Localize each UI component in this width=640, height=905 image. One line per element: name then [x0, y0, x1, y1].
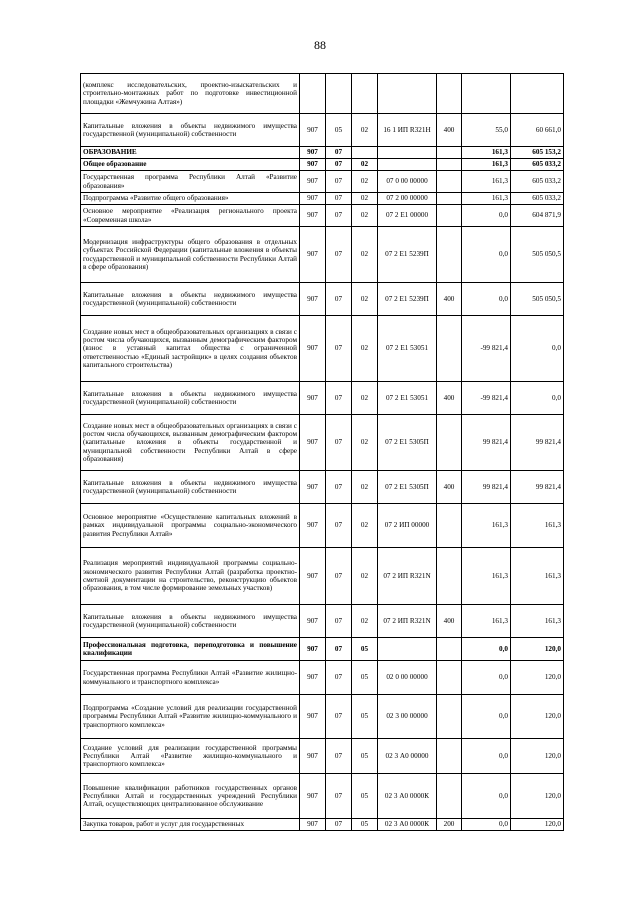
expense-type-code — [437, 774, 462, 819]
subsection-code: 02 — [352, 283, 378, 316]
section-code: 07 — [326, 382, 352, 415]
section-code: 07 — [326, 504, 352, 548]
table-row — [81, 193, 564, 205]
ministry-code: 907 — [300, 147, 326, 159]
amount-next: 120,0 — [511, 695, 564, 739]
table-row — [81, 548, 564, 605]
expense-type-code — [437, 227, 462, 283]
row-name: Создание новых мест в общеобразовательных организациях в связи с ростом числа обучающихся, вызванным демографическим фактором (капитальные вложения в объекты государственной и муниципальной собственности Республики Алтай в сфере образования) — [81, 415, 300, 471]
amount-current: 161,3 — [462, 159, 511, 171]
section-code: 07 — [326, 159, 352, 171]
table-row — [81, 382, 564, 415]
row-name: Создание новых мест в общеобразовательных организациях в связи с ростом числа обучающихся, вызванным демографическим фактором (взнос в уставный капитал общества с ограниченной ответственностью «Единый застройщик» в целях создания объектов капитального строительства) — [81, 316, 300, 382]
amount-next: 0,0 — [511, 382, 564, 415]
section-code: 07 — [326, 227, 352, 283]
amount-current: 99 821,4 — [462, 471, 511, 504]
amount-next: 605 033,2 — [511, 159, 564, 171]
subsection-code: 02 — [352, 227, 378, 283]
table-row — [81, 605, 564, 638]
amount-current: 0,0 — [462, 205, 511, 227]
row-name: Капитальные вложения в объекты недвижимого имущества государственной (муниципальной) собственности — [81, 283, 300, 316]
subsection-code: 05 — [352, 661, 378, 695]
amount-next: 604 871,9 — [511, 205, 564, 227]
subsection-code: 02 — [352, 415, 378, 471]
section-code: 07 — [326, 316, 352, 382]
section-code: 07 — [326, 638, 352, 661]
amount-current: 161,3 — [462, 504, 511, 548]
expense-type-code — [437, 147, 462, 159]
subsection-code: 05 — [352, 819, 378, 831]
ministry-code: 907 — [300, 819, 326, 831]
row-name: Основное мероприятие «Реализация регионального проекта «Современная школа» — [81, 205, 300, 227]
table-row — [81, 171, 564, 193]
ministry-code: 907 — [300, 774, 326, 819]
row-name: Капитальные вложения в объекты недвижимого имущества государственной (муниципальной) собственности — [81, 382, 300, 415]
section-code: 07 — [326, 415, 352, 471]
amount-current: 0,0 — [462, 227, 511, 283]
amount-current: 55,0 — [462, 114, 511, 147]
budget-table-body — [81, 74, 564, 831]
target-article-code: 07 2 E1 5305П — [378, 471, 437, 504]
target-article-code: 07 2 E1 53051 — [378, 382, 437, 415]
target-article-code: 07 2 E1 53051 — [378, 316, 437, 382]
section-code: 07 — [326, 661, 352, 695]
expense-type-code — [437, 638, 462, 661]
amount-current: 0,0 — [462, 638, 511, 661]
amount-current: -99 821,4 — [462, 382, 511, 415]
ministry-code: 907 — [300, 471, 326, 504]
amount-current: 161,3 — [462, 193, 511, 205]
ministry-code: 907 — [300, 638, 326, 661]
amount-next: 60 661,0 — [511, 114, 564, 147]
subsection-code: 02 — [352, 548, 378, 605]
amount-next: 120,0 — [511, 661, 564, 695]
expense-type-code: 400 — [437, 114, 462, 147]
amount-next: 161,3 — [511, 605, 564, 638]
amount-current: 0,0 — [462, 283, 511, 316]
ministry-code: 907 — [300, 227, 326, 283]
target-article-code: 07 2 00 00000 — [378, 193, 437, 205]
table-row — [81, 74, 564, 114]
amount-current: 161,3 — [462, 605, 511, 638]
target-article-code: 07 2 E1 5239П — [378, 283, 437, 316]
section-code: 07 — [326, 171, 352, 193]
ministry-code: 907 — [300, 193, 326, 205]
ministry-code: 907 — [300, 739, 326, 774]
amount-next: 99 821,4 — [511, 471, 564, 504]
amount-current: 0,0 — [462, 774, 511, 819]
row-name: Создание условий для реализации государственной программы Республики Алтай «Развитие жилищно-коммунального и транспортного комплекса» — [81, 739, 300, 774]
expense-type-code — [437, 548, 462, 605]
section-code: 07 — [326, 193, 352, 205]
amount-current: 99 821,4 — [462, 415, 511, 471]
table-row — [81, 774, 564, 819]
expense-type-code — [437, 159, 462, 171]
expense-type-code — [437, 739, 462, 774]
table-row — [81, 415, 564, 471]
amount-current: -99 821,4 — [462, 316, 511, 382]
row-name: Основное мероприятие «Осуществление капитальных вложений в рамках индивидуальной программы социально-экономического развития Республики Алтай» — [81, 504, 300, 548]
row-name: Повышение квалификации работников государственных органов Республики Алтай и государственных учреждений Республики Алтай, осуществляющих централизованное обслуживание — [81, 774, 300, 819]
section-code: 05 — [326, 114, 352, 147]
subsection-code: 02 — [352, 471, 378, 504]
row-name: Общее образование — [81, 159, 300, 171]
amount-current: 161,3 — [462, 171, 511, 193]
ministry-code: 907 — [300, 504, 326, 548]
target-article-code — [378, 147, 437, 159]
amount-next: 505 050,5 — [511, 227, 564, 283]
row-name: Капитальные вложения в объекты недвижимого имущества государственной (муниципальной) собственности — [81, 114, 300, 147]
amount-next: 0,0 — [511, 316, 564, 382]
amount-next: 120,0 — [511, 774, 564, 819]
subsection-code: 02 — [352, 382, 378, 415]
row-name: Подпрограмма «Создание условий для реализации государственной программы Республики Алтай «Развитие жилищно-коммунального и транспортного комплекса» — [81, 695, 300, 739]
table-row — [81, 227, 564, 283]
ministry-code: 907 — [300, 415, 326, 471]
section-code: 07 — [326, 283, 352, 316]
target-article-code: 07 2 ИП 00000 — [378, 504, 437, 548]
target-article-code: 02 3 00 00000 — [378, 695, 437, 739]
ministry-code: 907 — [300, 114, 326, 147]
row-name: (комплекс исследовательских, проектно-изыскательских и строительно-монтажных работ по подготовке инвестиционной площадки «Жемчужина Алтая») — [81, 74, 300, 114]
table-row — [81, 283, 564, 316]
ministry-code: 907 — [300, 548, 326, 605]
subsection-code: 02 — [352, 205, 378, 227]
subsection-code: 02 — [352, 605, 378, 638]
ministry-code: 907 — [300, 661, 326, 695]
row-name: Государственная программа Республики Алтай «Развитие жилищно-коммунального и транспортного комплекса» — [81, 661, 300, 695]
ministry-code: 907 — [300, 171, 326, 193]
table-row — [81, 695, 564, 739]
row-name: Модернизация инфраструктуры общего образования в отдельных субъектах Российской Федерации (капитальные вложения в объекты государственной и муниципальной собственности Республики Алтай в сфере образования) — [81, 227, 300, 283]
target-article-code: 07 2 E1 00000 — [378, 205, 437, 227]
table-row — [81, 114, 564, 147]
section-code: 07 — [326, 695, 352, 739]
subsection-code: 02 — [352, 114, 378, 147]
subsection-code: 02 — [352, 504, 378, 548]
amount-current: 0,0 — [462, 695, 511, 739]
target-article-code: 02 3 А0 0000К — [378, 774, 437, 819]
amount-next: 120,0 — [511, 739, 564, 774]
expense-type-code — [437, 415, 462, 471]
expense-type-code — [437, 171, 462, 193]
amount-next — [511, 74, 564, 114]
row-name: Реализация мероприятий индивидуальной программы социально-экономического развития Республики Алтай (разработка проектно-сметной документации на строительство, реконструкцию объектов образования, в том числе формирование земельных участков) — [81, 548, 300, 605]
subsection-code: 02 — [352, 193, 378, 205]
row-name: Государственная программа Республики Алтай «Развитие образования» — [81, 171, 300, 193]
expense-type-code — [437, 661, 462, 695]
ministry-code: 907 — [300, 695, 326, 739]
subsection-code: 02 — [352, 159, 378, 171]
ministry-code: 907 — [300, 283, 326, 316]
expense-type-code: 400 — [437, 283, 462, 316]
ministry-code: 907 — [300, 316, 326, 382]
table-row — [81, 159, 564, 171]
amount-next: 161,3 — [511, 548, 564, 605]
row-name: Подпрограмма «Развитие общего образования» — [81, 193, 300, 205]
amount-next: 120,0 — [511, 819, 564, 831]
target-article-code — [378, 74, 437, 114]
target-article-code: 07 0 00 00000 — [378, 171, 437, 193]
amount-current: 0,0 — [462, 819, 511, 831]
amount-current: 0,0 — [462, 661, 511, 695]
section-code — [326, 74, 352, 114]
expense-type-code — [437, 316, 462, 382]
target-article-code: 02 0 00 00000 — [378, 661, 437, 695]
row-name: Капитальные вложения в объекты недвижимого имущества государственной (муниципальной) собственности — [81, 471, 300, 504]
section-code: 07 — [326, 147, 352, 159]
target-article-code: 07 2 ИП R321N — [378, 548, 437, 605]
target-article-code: 07 2 E1 5305П — [378, 415, 437, 471]
expense-type-code — [437, 193, 462, 205]
expense-type-code — [437, 504, 462, 548]
expense-type-code: 200 — [437, 819, 462, 831]
table-row — [81, 819, 564, 831]
section-code: 07 — [326, 548, 352, 605]
amount-next: 99 821,4 — [511, 415, 564, 471]
table-row — [81, 504, 564, 548]
target-article-code: 02 3 А0 0000К — [378, 819, 437, 831]
amount-current: 161,3 — [462, 548, 511, 605]
table-row — [81, 739, 564, 774]
expense-type-code: 400 — [437, 471, 462, 504]
subsection-code — [352, 74, 378, 114]
amount-next: 505 050,5 — [511, 283, 564, 316]
ministry-code — [300, 74, 326, 114]
expense-type-code: 400 — [437, 382, 462, 415]
subsection-code: 05 — [352, 695, 378, 739]
amount-next: 120,0 — [511, 638, 564, 661]
amount-current: 0,0 — [462, 739, 511, 774]
row-name: Закупка товаров, работ и услуг для государственных — [81, 819, 300, 831]
budget-table — [80, 73, 564, 831]
target-article-code — [378, 159, 437, 171]
section-code: 07 — [326, 205, 352, 227]
section-code: 07 — [326, 819, 352, 831]
section-code: 07 — [326, 605, 352, 638]
subsection-code: 05 — [352, 638, 378, 661]
ministry-code: 907 — [300, 605, 326, 638]
table-row — [81, 147, 564, 159]
row-name: ОБРАЗОВАНИЕ — [81, 147, 300, 159]
section-code: 07 — [326, 471, 352, 504]
page-number: 88 — [314, 38, 326, 52]
amount-next: 605 153,2 — [511, 147, 564, 159]
target-article-code: 16 1 ИП R321Н — [378, 114, 437, 147]
subsection-code: 05 — [352, 774, 378, 819]
row-name: Капитальные вложения в объекты недвижимого имущества государственной (муниципальной) собственности — [81, 605, 300, 638]
ministry-code: 907 — [300, 159, 326, 171]
table-row — [81, 661, 564, 695]
table-row — [81, 205, 564, 227]
table-row — [81, 638, 564, 661]
amount-current — [462, 74, 511, 114]
amount-current: 161,3 — [462, 147, 511, 159]
target-article-code: 02 3 А0 00000 — [378, 739, 437, 774]
ministry-code: 907 — [300, 205, 326, 227]
amount-next: 161,3 — [511, 504, 564, 548]
table-row — [81, 316, 564, 382]
table-row — [81, 471, 564, 504]
row-name: Профессиональная подготовка, переподготовка и повышение квалификации — [81, 638, 300, 661]
subsection-code — [352, 147, 378, 159]
expense-type-code — [437, 205, 462, 227]
target-article-code: 07 2 E1 5239П — [378, 227, 437, 283]
section-code: 07 — [326, 774, 352, 819]
subsection-code: 02 — [352, 316, 378, 382]
target-article-code: 07 2 ИП R321N — [378, 605, 437, 638]
subsection-code: 02 — [352, 171, 378, 193]
amount-next: 605 033,2 — [511, 171, 564, 193]
expense-type-code: 400 — [437, 605, 462, 638]
ministry-code: 907 — [300, 382, 326, 415]
amount-next: 605 033,2 — [511, 193, 564, 205]
expense-type-code — [437, 74, 462, 114]
subsection-code: 05 — [352, 739, 378, 774]
section-code: 07 — [326, 739, 352, 774]
target-article-code — [378, 638, 437, 661]
expense-type-code — [437, 695, 462, 739]
